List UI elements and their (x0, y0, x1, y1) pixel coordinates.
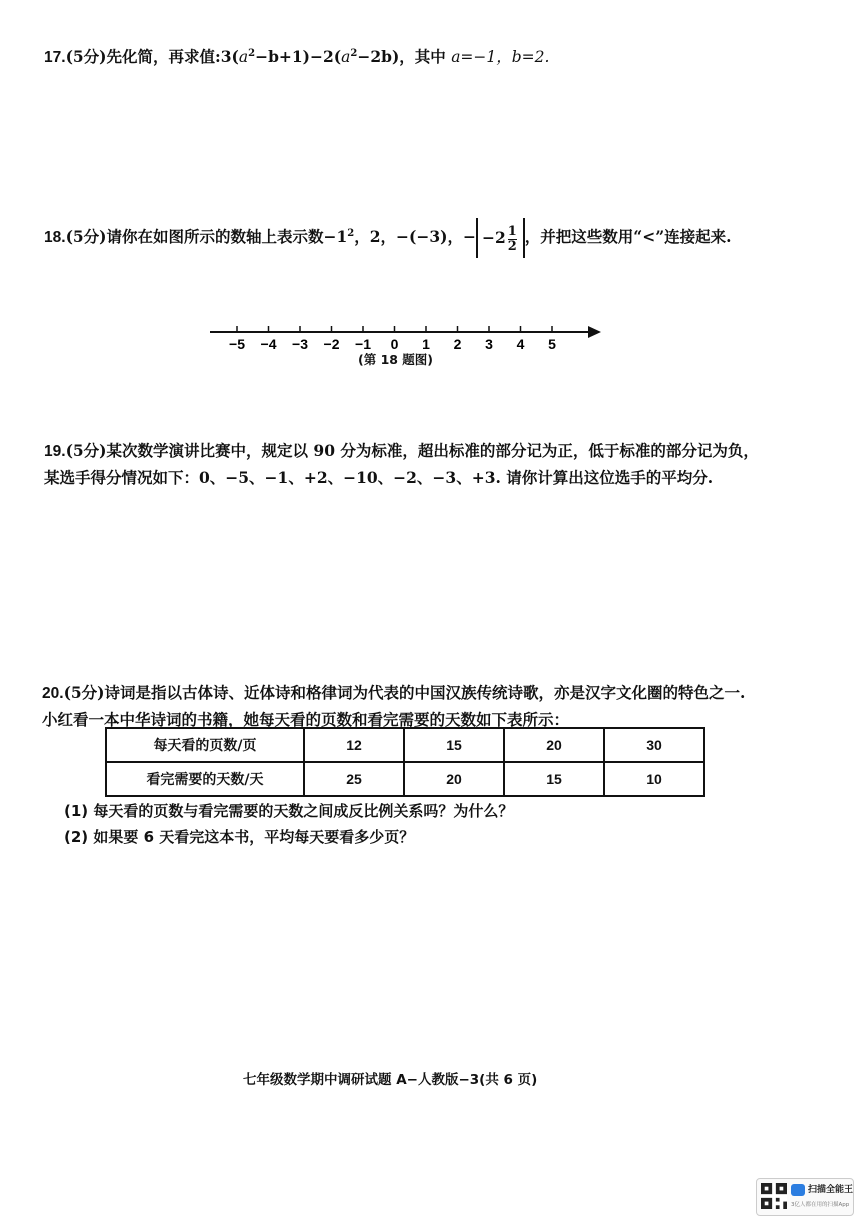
table-cell: 30 (604, 728, 704, 762)
question-points: (5分) (65, 227, 107, 246)
question-points: (5分) (65, 47, 107, 66)
scanner-badge (756, 1178, 854, 1216)
absolute-value: −2 $\frac{1}{2}$ (476, 218, 525, 258)
qr-code-icon (761, 1183, 787, 1209)
axis-tick-label: 0 (390, 336, 399, 352)
question-number: 17. (44, 49, 66, 66)
question-18: 18.(5分)请你在如图所示的数轴上表示数$-1^2$，2，−(−3)，− −2 $\frac{1}{2}$ ，并把这些数用“<”连接起来. (44, 218, 732, 258)
question-text: 某次数学演讲比赛中，规定以 90 分为标准，超出标准的部分记为正，低于标准的部分记为负，某选手得分情况如下：0、−5、−1、+2、−10、−2、−3、+3. 请你计算出这位选手的平均分. (44, 441, 759, 487)
table-cell: 20 (504, 728, 604, 762)
app-logo-icon (791, 1184, 805, 1196)
question-number: 19. (44, 443, 66, 460)
axis-tick-label: 1 (422, 336, 430, 352)
table-row (106, 728, 704, 762)
axis-tick-label: 2 (453, 336, 462, 352)
pages-days-table (105, 727, 705, 797)
fraction: $\frac{1}{2}$ (507, 223, 517, 254)
sub-question-2: (2) 如果要 6 天看完这本书，平均每天要看多少页？ (64, 828, 415, 846)
question-20 (42, 680, 762, 733)
number-line (205, 318, 605, 352)
axis-tick-label: 4 (516, 336, 525, 352)
badge-subtitle: 3亿人都在用的扫描App (791, 1202, 850, 1208)
axis-tick-label: −4 (260, 336, 277, 352)
question-points: (5分) (65, 441, 107, 460)
table-cell: 10 (604, 762, 704, 796)
question-number: 18. (44, 229, 66, 246)
axis-tick-label: −5 (229, 336, 245, 352)
table-cell: 15 (404, 728, 504, 762)
table-row (106, 762, 704, 796)
sub-question-1: (1) 每天看的页数与看完需要的天数之间成反比例关系吗？为什么？ (64, 802, 514, 820)
badge-title: 扫描全能王 (808, 1185, 854, 1195)
row-header: 每天看的页数/页 (106, 728, 304, 762)
axis-tick-label: −1 (355, 336, 371, 352)
row-header: 看完需要的天数/天 (106, 762, 304, 796)
axis-arrow-icon (588, 326, 601, 338)
table-cell: 15 (504, 762, 604, 796)
question-19 (44, 438, 764, 491)
table-cell: 20 (404, 762, 504, 796)
table-cell: 12 (304, 728, 404, 762)
question-number: 20. (42, 685, 64, 702)
figure-caption: (第 18 题图) (358, 352, 434, 367)
table-cell: 25 (304, 762, 404, 796)
axis-tick-label: 5 (548, 336, 556, 352)
axis-tick-label: −3 (292, 336, 308, 352)
question-17: 17.(5分)先化简，再求值$:3(a^2-b+1)-2(a^2-2b)$，其中 a=−1，b=2. (44, 47, 550, 66)
question-text: 诗词是指以古体诗、近体诗和格律词为代表的中国汉族传统诗歌，亦是汉字文化圈的特色之一. 小红看一本中华诗词的书籍，她每天看的页数和看完需要的天数如下表所示： (42, 683, 746, 729)
axis-tick-label: 3 (485, 336, 493, 352)
question-points: (5分) (63, 683, 105, 702)
page-footer: 七年级数学期中调研试题 A−人教版−3(共 6 页) (243, 1072, 538, 1088)
axis-tick-label: −2 (323, 336, 340, 352)
